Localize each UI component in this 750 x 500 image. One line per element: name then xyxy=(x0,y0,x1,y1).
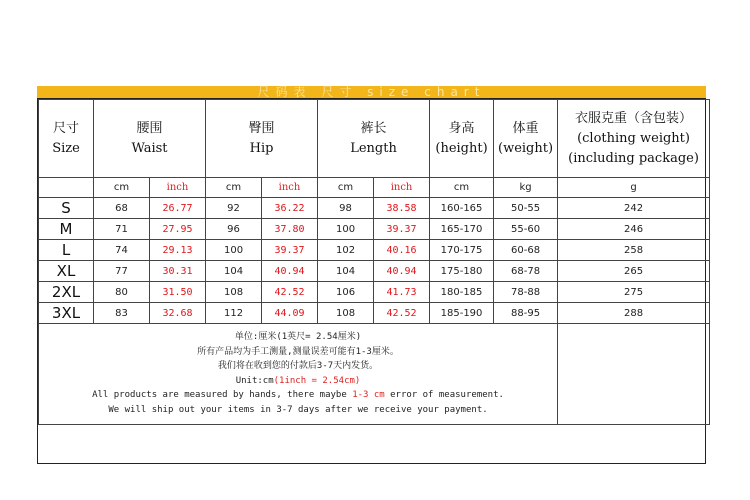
height-header-en: (height) xyxy=(435,140,488,156)
unit-length-cm: cm xyxy=(318,178,374,198)
height-cell: 160-165 xyxy=(430,198,494,219)
size-table xyxy=(38,99,710,425)
waist-header-en: Waist xyxy=(131,140,168,156)
waist-header xyxy=(94,100,206,178)
waist-cm-cell: 80 xyxy=(94,282,150,303)
note-unit-en xyxy=(39,374,557,389)
hip-cm-cell: 96 xyxy=(206,219,262,240)
note-unit-conversion: (1inch = 2.54cm) xyxy=(273,375,361,386)
note-shipping-zh: 我们将在收到您的付款后3-7天内发货。 xyxy=(217,361,379,371)
length-inch-cell: 41.73 xyxy=(374,282,430,303)
length-header xyxy=(318,100,430,178)
hip-cm-cell: 100 xyxy=(206,240,262,261)
note-measure-en xyxy=(39,388,557,403)
note-unit-prefix: Unit:cm xyxy=(235,375,274,386)
table-row xyxy=(39,219,710,240)
size-cell: 2XL xyxy=(39,282,94,303)
table-row xyxy=(39,198,710,219)
length-inch-cell: 39.37 xyxy=(374,219,430,240)
height-header-zh: 身高 xyxy=(448,120,475,136)
size-header-zh: 尺寸 xyxy=(52,120,79,136)
waist-inch-cell: 26.77 xyxy=(150,198,206,219)
height-cell: 175-180 xyxy=(430,261,494,282)
size-cell: 3XL xyxy=(39,303,94,324)
unit-weight: kg xyxy=(494,178,558,198)
waist-inch-cell: 29.13 xyxy=(150,240,206,261)
notes-empty-cell xyxy=(558,324,710,425)
hip-inch-cell: 44.09 xyxy=(262,303,318,324)
hip-cm-cell: 112 xyxy=(206,303,262,324)
weight-cell: 88-95 xyxy=(494,303,558,324)
table-row xyxy=(39,261,710,282)
table-row xyxy=(39,240,710,261)
hip-cm-cell: 104 xyxy=(206,261,262,282)
unit-clothing: g xyxy=(558,178,710,198)
table-row xyxy=(39,282,710,303)
size-header xyxy=(39,100,94,178)
weight-header-en: (weight) xyxy=(498,140,554,156)
size-cell: XL xyxy=(39,261,94,282)
unit-waist-cm: cm xyxy=(94,178,150,198)
length-header-en: Length xyxy=(350,140,397,156)
waist-cm-cell: 74 xyxy=(94,240,150,261)
waist-cm-cell: 83 xyxy=(94,303,150,324)
hip-cm-cell: 108 xyxy=(206,282,262,303)
weight-cell: 68-78 xyxy=(494,261,558,282)
header-row xyxy=(39,100,710,178)
notes-cell xyxy=(39,324,558,425)
hip-inch-cell: 42.52 xyxy=(262,282,318,303)
unit-hip-cm: cm xyxy=(206,178,262,198)
clothing-header-zh: 衣服克重（含包装） xyxy=(575,110,693,126)
clothing-header-en: (clothing weight) xyxy=(577,130,690,146)
hip-header-zh: 臀围 xyxy=(248,120,275,136)
waist-header-zh: 腰围 xyxy=(136,120,163,136)
table-row xyxy=(39,303,710,324)
clothing-weight-cell: 242 xyxy=(558,198,710,219)
clothing-weight-cell: 265 xyxy=(558,261,710,282)
length-inch-cell: 38.58 xyxy=(374,198,430,219)
length-header-zh: 裤长 xyxy=(360,120,387,136)
height-cell: 170-175 xyxy=(430,240,494,261)
weight-header xyxy=(494,100,558,178)
length-cm-cell: 106 xyxy=(318,282,374,303)
weight-header-zh: 体重 xyxy=(512,120,539,136)
size-cell: S xyxy=(39,198,94,219)
waist-inch-cell: 30.31 xyxy=(150,261,206,282)
banner-title: 尺码表 尺寸 size chart xyxy=(257,86,486,98)
note-measure-zh: 所有产品均为手工测量,测量误差可能有1-3厘米。 xyxy=(197,346,399,357)
waist-inch-cell: 32.68 xyxy=(150,303,206,324)
weight-cell: 60-68 xyxy=(494,240,558,261)
clothing-weight-cell: 275 xyxy=(558,282,710,303)
weight-cell: 50-55 xyxy=(494,198,558,219)
waist-cm-cell: 71 xyxy=(94,219,150,240)
clothing-weight-cell: 258 xyxy=(558,240,710,261)
note-shipping-en: We will ship out your items in 3-7 days after we receive your payment. xyxy=(108,404,488,415)
hip-header-en: Hip xyxy=(249,140,274,156)
unit-height: cm xyxy=(430,178,494,198)
clothing-weight-cell: 288 xyxy=(558,303,710,324)
length-cm-cell: 98 xyxy=(318,198,374,219)
unit-waist-inch: inch xyxy=(150,178,206,198)
clothing-weight-cell: 246 xyxy=(558,219,710,240)
height-cell: 185-190 xyxy=(430,303,494,324)
note-measure-suffix: error of measurement. xyxy=(384,390,504,400)
unit-hip-inch: inch xyxy=(262,178,318,198)
height-cell: 165-170 xyxy=(430,219,494,240)
units-row xyxy=(39,178,710,198)
length-cm-cell: 102 xyxy=(318,240,374,261)
clothing-weight-header xyxy=(558,100,710,178)
size-cell: M xyxy=(39,219,94,240)
height-cell: 180-185 xyxy=(430,282,494,303)
length-cm-cell: 104 xyxy=(318,261,374,282)
note-measure-prefix: All products are measured by hands, there maybe xyxy=(92,390,353,400)
size-header-en: Size xyxy=(52,140,80,156)
clothing-header-en2: (including package) xyxy=(568,150,699,166)
weight-cell: 78-88 xyxy=(494,282,558,303)
height-header xyxy=(430,100,494,178)
hip-inch-cell: 40.94 xyxy=(262,261,318,282)
size-cell: L xyxy=(39,240,94,261)
length-inch-cell: 42.52 xyxy=(374,303,430,324)
waist-cm-cell: 77 xyxy=(94,261,150,282)
hip-cm-cell: 92 xyxy=(206,198,262,219)
waist-inch-cell: 27.95 xyxy=(150,219,206,240)
hip-header xyxy=(206,100,318,178)
hip-inch-cell: 39.37 xyxy=(262,240,318,261)
length-inch-cell: 40.94 xyxy=(374,261,430,282)
banner-strip xyxy=(37,86,706,98)
hip-inch-cell: 36.22 xyxy=(262,198,318,219)
waist-cm-cell: 68 xyxy=(94,198,150,219)
waist-inch-cell: 31.50 xyxy=(150,282,206,303)
note-measure-error: 1-3 cm xyxy=(352,390,385,400)
length-inch-cell: 40.16 xyxy=(374,240,430,261)
length-cm-cell: 100 xyxy=(318,219,374,240)
notes-row xyxy=(39,324,710,425)
units-size-empty xyxy=(39,178,94,198)
unit-length-inch: inch xyxy=(374,178,430,198)
weight-cell: 55-60 xyxy=(494,219,558,240)
size-chart xyxy=(37,98,706,464)
measurement-notes xyxy=(39,324,557,417)
note-unit-zh: 单位:厘米(1英尺= 2.54厘米) xyxy=(234,332,362,342)
hip-inch-cell: 37.80 xyxy=(262,219,318,240)
length-cm-cell: 108 xyxy=(318,303,374,324)
